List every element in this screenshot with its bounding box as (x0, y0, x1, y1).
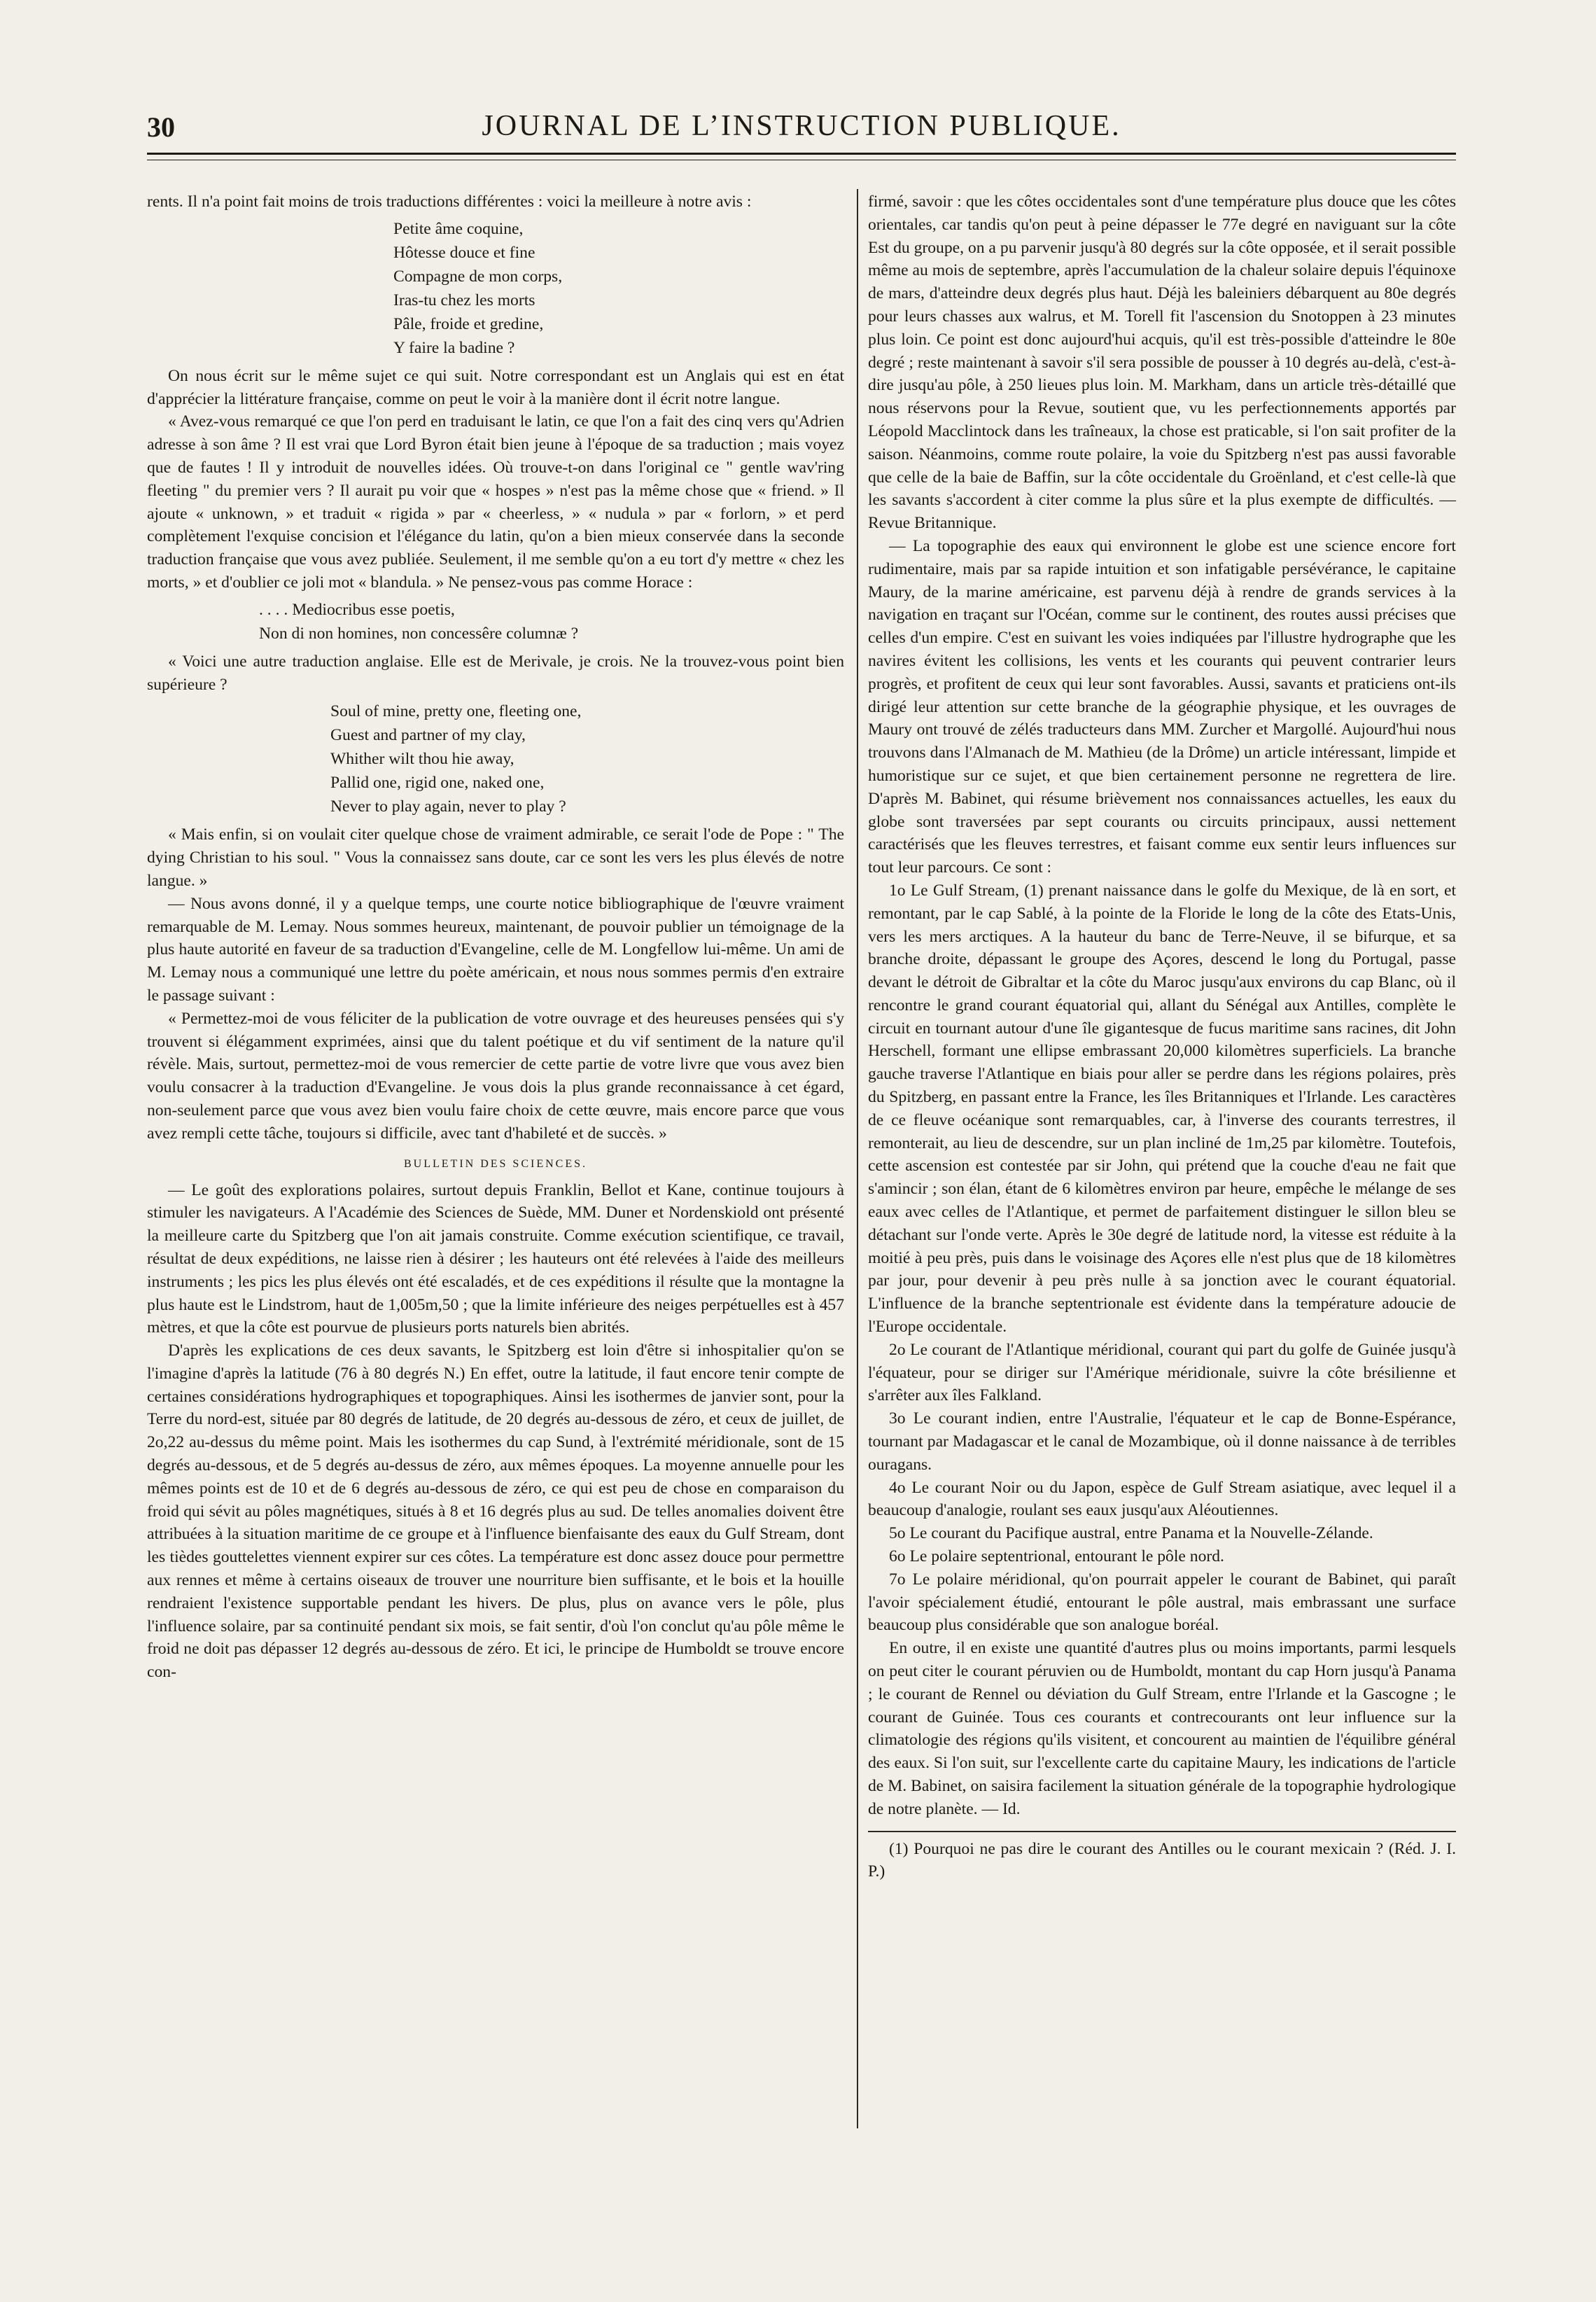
paragraph: 7o Le polaire méridional, qu'on pourrait appeler le courant de Babinet, qui paraît l'avoir spécialement étudié, entourant le pôle austral, mais embrassant une surface beaucoup plus considérable que son analogue boréal. (868, 1570, 1456, 1635)
paragraph: rents. Il n'a point fait moins de trois traductions différentes : voici la meilleure à notre avis : (147, 193, 752, 211)
footnote: (1) Pourquoi ne pas dire le courant des Antilles ou le courant mexicain ? (Réd. J. I. P.) (868, 1839, 1456, 1881)
paragraph: On nous écrit sur le même sujet ce qui suit. Notre correspondant est un Anglais qui est en état d'apprécier la littérature française, comme on peut le voir à la manière dont il écrit notre langue. (147, 366, 844, 408)
journal-title: JOURNAL DE L’INSTRUCTION PUBLIQUE. (482, 110, 1121, 142)
french-verse (147, 217, 844, 360)
verse-line: Compagne de mon corps, (393, 267, 563, 286)
paragraph: « Permettez-moi de vous féliciter de la publication de votre ouvrage et des heureuses pensées qui s'y trouvent si élégamment exprimées, ainsi que du talent poétique et du vif sentiment de la nature qu'il révèle. Mais, surtout, permettez-moi de vous remercier de cette partie de votre livre que vous avez bien voulu consacrer à la traduction d'Evangeline. Je vous dois la plus grande reconnaissance à cet égard, non-seulement parce que vous avez bien voulu faire choix de cette œuvre, mais encore parce que vous avez rempli cette tâche, toujours si difficile, avec tant d'habileté et de succès. » (147, 1009, 844, 1143)
paragraph: En outre, il en existe une quantité d'autres plus ou moins importants, parmi lesquels on peut citer le courant péruvien ou de Humboldt, montant du cap Horn jusqu'à Panama ; le courant de Rennel ou déviation du Gulf Stream, entre l'Irlande et la Gascogne ; le courant de Guinée. Tous ces courants et contrecourants ont leur influence sur la climatologie des régions qu'ils visitent, et concourent au maintien de l'équilibre général des eaux. Si l'on suit, sur l'excellente carte du capitaine Maury, les indications de l'article de M. Babinet, on saisira facilement la situation générale de la topographie hydrologique de notre planète. — Id. (868, 1639, 1456, 1818)
verse-line: Y faire la badine ? (393, 338, 515, 357)
verse-line: Iras-tu chez les morts (393, 291, 536, 309)
section-title: BULLETIN DES SCIENCES. (404, 1157, 587, 1170)
header-rule-thick (147, 153, 1456, 155)
verse-line: Hôtesse douce et fine (393, 243, 536, 262)
paragraph: 5o Le courant du Pacifique austral, entre Panama et la Nouvelle-Zélande. (889, 1524, 1373, 1543)
right-column (868, 190, 1456, 1883)
latin-verse (147, 598, 844, 646)
verse-line: Guest and partner of my clay, (330, 726, 526, 745)
paragraph: 2o Le courant de l'Atlantique méridional, courant qui part du golfe de Guinée jusqu'à l'équateur, pour se diriger sur l'Amérique méridionale, suivre la côte brésilienne et s'arrêter aux îles Falkland. (868, 1340, 1456, 1405)
paragraph: « Voici une autre traduction anglaise. Elle est de Merivale, je crois. Ne la trouvez-vous point bien supérieure ? (147, 652, 844, 694)
page-number: 30 (147, 111, 175, 143)
verse-line: Pallid one, rigid one, naked one, (330, 774, 545, 793)
paragraph: 6o Le polaire septentrional, entourant le pôle nord. (889, 1547, 1224, 1566)
paragraph: « Mais enfin, si on voulait citer quelque chose de vraiment admirable, ce serait l'ode de Pope : " The dying Christian to his soul. " Vous la connaissez sans doute, car ce sont les vers les plus élevés de notre langue. » (147, 825, 844, 890)
page-header (147, 105, 1456, 147)
paragraph: — Nous avons donné, il y a quelque temps, une courte notice bibliographique de l'œuvre vraiment remarquable de M. Lemay. Nous sommes heureux, maintenant, de pouvoir publier un témoignage de la plus haute autorité en faveur de sa traduction d'Evangeline, celle de M. Longfellow lui-même. Un ami de M. Lemay nous a communiqué une lettre du poète américain, et nous nous sommes permis d'en extraire le passage suivant : (147, 894, 844, 1005)
paragraph: 1o Le Gulf Stream, (1) prenant naissance dans le golfe du Mexique, de là en sort, et remontant, par le cap Sablé, à la pointe de la Floride le long de la côte des Etats-Unis, vers les mers arctiques. A la hauteur du banc de Terre-Neuve, il se bifurque, et sa branche droite, dépassant le groupe des Açores, descend le long du Portugal, passe devant le détroit de Gibraltar et la côte du Maroc jusqu'aux environs du cap Blanc, où il rencontre le grand courant équatorial qui, allant du Sénégal aux Antilles, complète le circuit en tournant autour d'une île gigantesque de fucus maritime sans racines, dit John Herschell, formant une ellipse embrassant 20,000 kilomètres superficiels. La branche gauche traverse l'Atlantique en biais pour aller se perdre dans les régions polaires, près du Spitzberg, en passant entre la France, les îles Britanniques et l'Irlande. Les caractères de ce fleuve océanique sont remarquables, car, à l'inverse des courants terrestres, il remonterait, au lieu de descendre, sur un plan incliné de 1m,25 par kilomètre. Toutefois, cette ascension est contestée par sir John, qui prétend que la couche d'eau ne fait que s'amincir ; son élan, étant de 6 kilomètres environ par heure, empêche le mélange de ses eaux avec celles de l'Atlantique, et permet de parfaitement distinguer le sillon bleu se détachant sur l'onde verte. Après le 30e degré de latitude nord, la vitesse est réduite à la moitié à peu près, puis dans le voisinage des Açores elle n'est plus que de 18 kilomètres par jour, pour devenir à peu près nulle à sa jonction avec le courant équatorial. L'influence de la branche septentrionale est évidente dans la température adoucie de l'Europe occidentale. (868, 881, 1456, 1337)
verse-line: Whither wilt thou hie away, (330, 750, 514, 769)
verse-line: Petite âme coquine, (393, 219, 524, 238)
verse-line: . . . . Mediocribus esse poetis, (259, 600, 455, 619)
paragraph: 3o Le courant indien, entre l'Australie, l'équateur et le cap de Bonne-Espérance, tournant par Madagascar et le canal de Mozambique, où il donne naissance à de terribles ouragans. (868, 1409, 1456, 1474)
paragraph: — La topographie des eaux qui environnent le globe est une science encore fort rudimentaire, mais par sa rapide intuition et son infatigable persévérance, le capitaine Maury, de la marine américaine, est parvenu déjà à rendre de grands services à la navigation en traçant sur l'Océan, comme sur le continent, des routes aussi précises que celles d'un empire. C'est en suivant les voies indiquées par l'illustre hydrographe que les navires évitent les collisions, les vents et les courants qui peuvent contrarier leurs progrès, et profitent de ceux qui leur sont favorables. Aussi, savants et praticiens ont-ils dirigé leur attention sur cette branche de la géographie physique, et les ouvrages de Maury ont trouvé de zélés traducteurs dans MM. Zurcher et Margollé. Aujourd'hui nous trouvons dans l'Almanach de M. Mathieu (de la Drôme) un article intéressant, limpide et humoristique sur ce sujet, et que bien certainement personne ne regrettera de lire. D'après M. Babinet, qui résume brièvement nos connaissances actuelles, les eaux du globe sont traversées par sept courants ou circuits principaux, aussi nettement caractérisés que les fleuves terrestres, et faisant comme eux sentir leurs influences sur tout leur parcours. Ce sont : (868, 536, 1456, 877)
footnote-rule (868, 1831, 1456, 1832)
column-divider (857, 189, 858, 2128)
paragraph: D'après les explications de ces deux savants, le Spitzberg est loin d'être si inhospitalier qu'on se l'imagine d'après la latitude (76 à 80 degrés N.) En effet, outre la latitude, il faut encore tenir compte de certaines considérations hydrographiques et topographiques. Ainsi les isothermes de janvier sont, pour la Terre du nord-est, située par 80 degrés de latitude, de 20 degrés au-dessous de zéro, et ceux de juillet, de 2o,22 au-dessus du même point. Mais les isothermes du cap Sund, à l'extrémité méridionale, sont de 15 degrés au-dessous, et de 5 degrés au-dessus de zéro, aux mêmes époques. La moyenne annuelle pour les mêmes points est de 10 et de 6 degrés au-dessous de zéro, ce qui est peu de chose en comparaison du froid qui sévit au pôles magnétiques, situés à 8 et 16 degrés plus au sud. De telles anomalies doivent être attribuées à la situation maritime de ce groupe et à l'influence bienfaisante des eaux du Gulf Stream, dont les tièdes gouttelettes viennent expirer sur ces côtes. La température est donc assez douce pour permettre aux rennes et même à certains oiseaux de trouver une nourriture bien suffisante, et le bois et la houille rendraient l'existence supportable pendant les hivers. De plus, plus on avance vers le pôle, plus l'influence solaire, par sa continuité pendant six mois, se fait sentir, d'où l'on conclut qu'au pôle même le froid ne doit pas dépasser 12 degrés au-dessous de zéro. Et ici, le principe de Humboldt se trouve encore con- (147, 1341, 844, 1682)
verse-line: Non di non homines, non concessêre columnæ ? (259, 624, 579, 643)
paragraph: « Avez-vous remarqué ce que l'on perd en traduisant le latin, ce que l'on a fait des cinq vers qu'Adrien adresse à son âme ? Il est vrai que Lord Byron était bien jeune à l'époque de sa traduction ; mais voyez que de fautes ! Il y introduit de nouvelles idées. Où trouve-t-on dans l'original ce " gentle wav'ring fleeting " du premier vers ? Il aurait pu voir que « hospes » n'est pas la même chose que « friend. » Il ajoute « unknown, » et traduit « rigida » par « cheerless, » « nudula » par « forlorn, » et perd complètement l'exquise concision et l'élégance du latin, qu'on a bien mieux conservée dans la seconde traduction française que vous avez publiée. Seulement, il me semble qu'on a eu tort d'y mettre « chez les morts, » et d'oublier ce joli mot « blandula. » Ne pensez-vous pas comme Horace : (147, 412, 844, 592)
english-verse (147, 699, 844, 818)
verse-line: Never to play again, never to play ? (330, 797, 566, 816)
paragraph: 4o Le courant Noir ou du Japon, espèce de Gulf Stream asiatique, avec lequel il a beaucoup d'analogie, roulant ses eaux jusqu'aux Aléoutiennes. (868, 1478, 1456, 1520)
paragraph: firmé, savoir : que les côtes occidentales sont d'une température plus douce que les côtes orientales, car tandis qu'on peut à peine dépasser le 77e degré en naviguant sur la côte Est du groupe, on a pu parvenir jusqu'à 80 degrés sur la côte opposée, et il serait possible même au mois de septembre, après l'accumulation de la chaleur solaire depuis l'équinoxe de mars, d'atteindre deux degrés plus haut. Déjà les baleiniers débarquent au 80e degrés pour leurs chasses aux walrus, et M. Torell fit l'ascension du Snotoppen à 23 minutes plus loin. Ce point est donc aujourd'hui acquis, qu'il est très-possible d'atteindre le 80e degré ; reste maintenant à savoir s'il sera possible de pousser à 10 degrés au-delà, c'est-à-dire jusqu'au pôle, à 250 lieues plus loin. M. Markham, dans un article très-détaillé que nous réservons pour la Revue, soutient que, vu les perfectionnements apportés par Léopold Macclintock dans les traîneaux, la chose est praticable, si l'on sait profiter de la saison. Néanmoins, comme route polaire, la voie du Spitzberg n'est pas aussi favorable que celle de la baie de Baffin, sur la côte occidentale du Groënland, et c'est celle-là que les savants s'accordent à citer comme la plus sûre et la plus exempte de difficultés. — Revue Britannique. (868, 193, 1456, 533)
verse-line: Pâle, froide et gredine, (393, 314, 544, 333)
paragraph: — Le goût des explorations polaires, surtout depuis Franklin, Bellot et Kane, continue toujours à stimuler les navigateurs. A l'Académie des Sciences de Suède, MM. Duner et Nordenskiold ont présenté la meilleure carte du Spitzberg que l'on ait jamais construite. Comme exécution scientifique, ce travail, résultat de deux expéditions, ne laisse rien à désirer ; les hauteurs ont été relevées à l'aide des meilleurs instruments ; les pics les plus élevés ont été escaladés, et de ces expéditions il résulte que la montagne la plus haute est le Lindstrom, haut de 1,005m,50 ; que la limite inférieure des neiges perpétuelles est à 457 mètres, et que la côte est pourvue de plusieurs ports naturels bien abrités. (147, 1180, 844, 1337)
left-column (147, 190, 844, 1684)
verse-line: Soul of mine, pretty one, fleeting one, (330, 702, 582, 721)
